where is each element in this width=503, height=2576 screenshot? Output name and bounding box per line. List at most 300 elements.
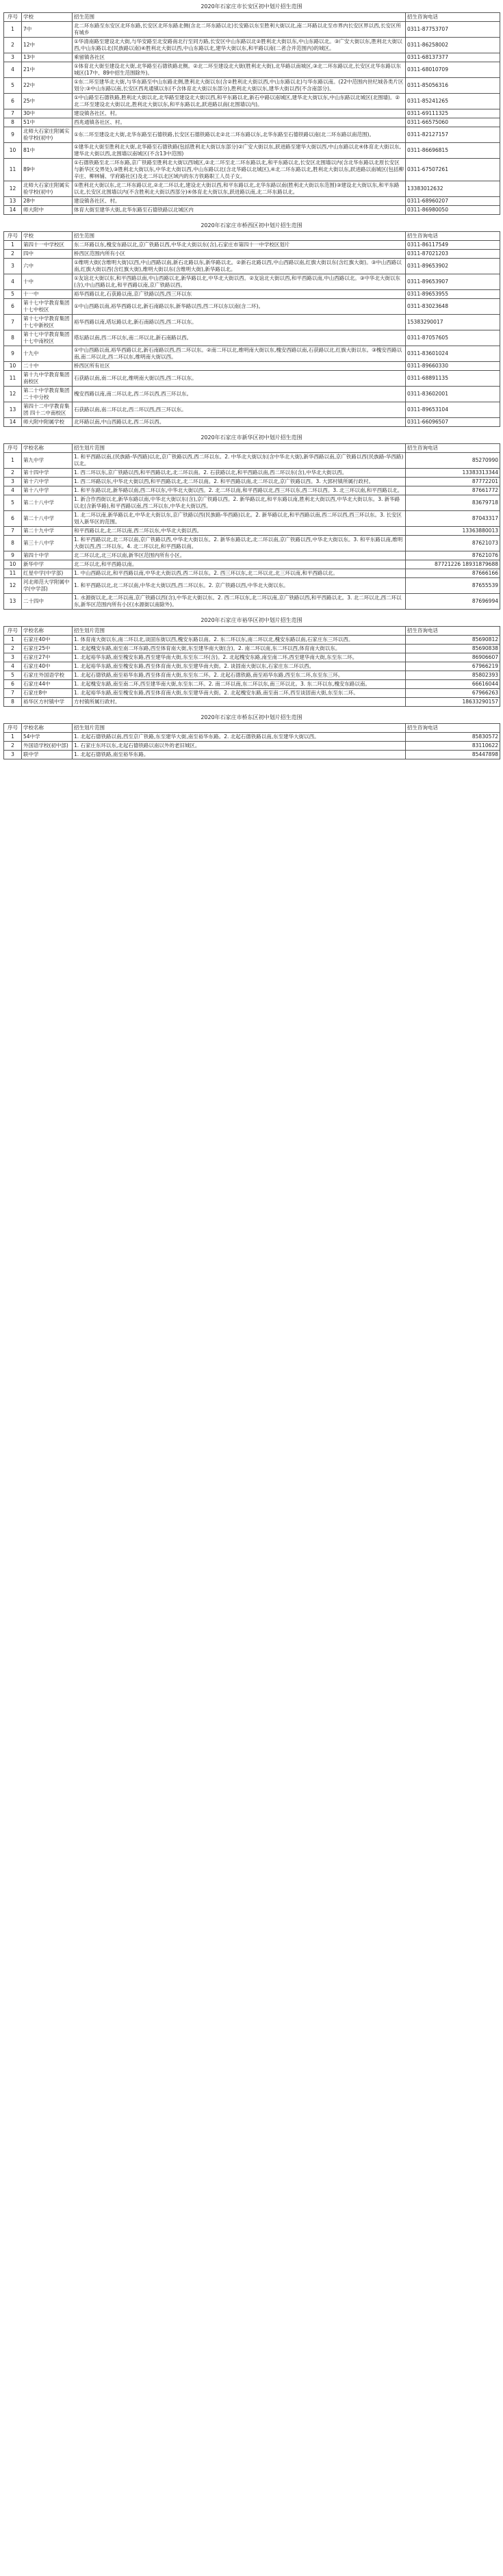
school-name: 北师大石家庄附属实验学校(初中) [22, 181, 73, 197]
table-header-row [4, 232, 500, 241]
school-name: 13中 [22, 53, 73, 62]
table-row [4, 206, 500, 215]
row-number: 11 [4, 569, 22, 578]
table-row [4, 569, 500, 578]
consult-phone: 85270990 [406, 453, 500, 469]
consult-phone: 0311-86117549 [406, 241, 500, 250]
enrollment-scope: 北环路以南,中山西路以北,西二环以西。 [73, 418, 406, 427]
table-header-row [4, 444, 500, 453]
school-name: 28中 [22, 197, 73, 206]
consult-phone: 0311-67507261 [406, 159, 500, 181]
school-name: 第二十中学教育集团 二十中分校 [22, 387, 73, 402]
enrollment-scope: ①东二环至建设北大街,北华东路至石德铁路,长安区石德铁路以北②北二环东路以东,北华东路至石德铁路以南(北二环东路以南范围)。 [73, 127, 406, 143]
table-row [4, 527, 500, 536]
enrollment-scope: 1. 北起槐安东路,南至南二环东路,西至体育南大街,东至建华南大街(含)。2. 南二环以南,东二环以西,体育南大街以东。 [73, 645, 406, 653]
consult-phone: 87666166 [406, 569, 500, 578]
consult-phone: 83110622 [406, 742, 500, 751]
enrollment-table [3, 12, 500, 215]
column-header: 序号 [4, 13, 22, 22]
table-row [4, 453, 500, 469]
school-name: 第十七中学教育集团 十七中南校区 [22, 330, 73, 346]
table-header-row [4, 627, 500, 636]
school-name: 25中 [22, 94, 73, 109]
school-name: 第四十一中学校区 [22, 241, 73, 250]
consult-phone: 67966263 [406, 689, 500, 698]
school-name: 四中 [22, 250, 73, 259]
row-number: 10 [4, 362, 22, 371]
consult-phone: 18633290157 [406, 698, 500, 707]
table-row [4, 62, 500, 78]
school-name: 石家庄40中 [22, 636, 73, 645]
school-name: 石家庄25中 [22, 645, 73, 653]
enrollment-scope: 裕华西路以北,石获路以南,京广铁路以西,西三环以东 [73, 290, 406, 299]
school-name: 新华中学 [22, 560, 73, 569]
enrollment-scope: 北二环以北,和平西路以南。 [73, 560, 406, 569]
enrollment-scope: 体育大街至建华大街,北华东路至石德铁路以北城区内 [73, 206, 406, 215]
school-name: 十九中 [22, 346, 73, 362]
school-name: 22中 [22, 78, 73, 94]
enrollment-scope: ①华清南路至建设北大街,与华安路至北安路南北行至同方路,长安区中山东路以北②胜利北大街以东,中山东路以北。③广安大街以东,胜利北大街以西,中山东路以北(民族路以南)④胜利北大街以西,中山东路以北,建华大街以东,和平路以南(二者合并范围内)的城区。 [73, 38, 406, 53]
table-row [4, 511, 500, 527]
column-header: 招生咨询电话 [406, 724, 500, 733]
enrollment-scope: 北二环东路至东安区北环东路,长安区北环东路北侧(含北二环东路以北)长安路以东至胜利大街以北,南二环路以北至市界内长安区界以西,长安区所有城乡 [73, 22, 406, 38]
enrollment-table [3, 626, 500, 707]
enrollment-scope: ①中山西路以南,裕华西路以北,新石南路以东,新华路以西,西二环以东以南(含二环)。 [73, 299, 406, 315]
row-number: 11 [4, 371, 22, 387]
enrollment-scope: 建设镇各社区、村。 [73, 197, 406, 206]
consult-phone: 87621076 [406, 551, 500, 560]
school-name: 51中 [22, 118, 73, 127]
row-number: 1 [4, 453, 22, 469]
column-header: 学校名称 [22, 627, 73, 636]
consult-phone: 15383290017 [406, 315, 500, 330]
table-row [4, 181, 500, 197]
row-number: 4 [4, 274, 22, 290]
enrollment-scope: ①胜利北大街以东,北二环东路以北,②北二环以北,建设北大街以西,和平东路以北,北华东路以南(胜利北大街以东范围)③建设北大街以东,和平东路以北,长安区北围墙以内(不含胜利北大街以西部分)④体育北大街以东,跃进路以南,北二环东路以北。 [73, 181, 406, 197]
enrollment-scope: ①中山路至石德铁路,胜利北大街以北,北华路至建设北大街以西,和平东路以北,新石中路以南城区,建华北大街以东,中山东路以北城区(北围墙)。②北二环至建设北大街以北,胜利北大街以东,和平东路以北,跃进路以南(北围墙以内)。 [73, 94, 406, 109]
school-name: 81中 [22, 143, 73, 159]
school-name: 石家庄8中 [22, 689, 73, 698]
table-row [4, 698, 500, 707]
row-number: 7 [4, 109, 22, 118]
column-header: 招生范围 [73, 13, 406, 22]
school-name: 89中 [22, 159, 73, 181]
consult-phone: 0311-68960207 [406, 197, 500, 206]
school-name: 30中 [22, 109, 73, 118]
row-number: 12 [4, 181, 22, 197]
enrollment-scope: 1. 西二环路以东,中华北大街以西,和平西路以北,北二环以南。2. 和平西路以南,北二环以北,京广铁路以西。3. 大郭村镇所属行政村。 [73, 478, 406, 486]
consult-phone: 87661772 [406, 486, 500, 495]
enrollment-scope: 1. 北起石德铁路以南,西至京广铁路,东至建华大街,南至裕华东路。2. 北起石德铁路以南,东至建华大街以西。 [73, 733, 406, 742]
row-number: 3 [4, 478, 22, 486]
consult-phone: 0311-85056316 [406, 78, 500, 94]
school-name: 第十七中学教育集团 十七中校区 [22, 299, 73, 315]
row-number: 13 [4, 197, 22, 206]
school-name: 北师大石家庄附属实验学校(初中) [22, 127, 73, 143]
school-name: 十一中 [22, 290, 73, 299]
school-name: 第二十八中学 [22, 511, 73, 527]
consult-phone: 0311-89653104 [406, 402, 500, 418]
table-row [4, 560, 500, 569]
consult-phone: 13363880013 [406, 527, 500, 536]
table-row [4, 53, 500, 62]
consult-phone: 0311-87753707 [406, 22, 500, 38]
row-number: 4 [4, 486, 22, 495]
section-gap [0, 759, 503, 764]
row-number: 12 [4, 578, 22, 594]
consult-phone: 0311-86696815 [406, 143, 500, 159]
school-name: 第四十二中学教育集团 四十二中南校区 [22, 402, 73, 418]
column-header: 招生划片范围 [73, 627, 406, 636]
district-section [3, 711, 500, 759]
column-header: 序号 [4, 724, 22, 733]
enrollment-scope: 塔坛路以南,西二环以东,南二环以北,新石南路以西。 [73, 330, 406, 346]
enrollment-scope: 1. 和平东路以北,新华路以南,西二环以东,中华北大街以西。2. 北二环以南,和平西路以北,西三环以东,西二环以西。3. 北三环以南,和平西路以北。 [73, 486, 406, 495]
table-row [4, 250, 500, 259]
enrollment-scope: 1. 北起裕华东路,南至槐安东路,西至体育南大街,东至建华南大街。2. 谈固南大街以东,石家庄东二环以西。 [73, 662, 406, 671]
table-row [4, 259, 500, 274]
enrollment-scope: 东二环路以东,槐安东路以北,京广铁路以西,中华北大街以东(含),石家庄市第四十一中学校区划片 [73, 241, 406, 250]
enrollment-scope: 西兆通镇各社区、村。 [73, 118, 406, 127]
row-number: 11 [4, 159, 22, 181]
table-row [4, 241, 500, 250]
enrollment-scope: 石获路以南,南二环以北,西二环以西,西三环以东。 [73, 402, 406, 418]
consult-phone: 0311-66096507 [406, 418, 500, 427]
enrollment-scope: 1. 和平西路以北,北二环以南,京广铁路以西,中华北大街以东。2. 新华东路以北,北二环以南,京广铁路以西,中华北大街以东。3. 和平东路以南,维明大街以西,西二环以东。4. 北二环以北,和平西路以南。 [73, 536, 406, 551]
consult-phone: 0311-87057605 [406, 330, 500, 346]
table-row [4, 402, 500, 418]
consult-phone: 85802393 [406, 671, 500, 680]
row-number: 8 [4, 118, 22, 127]
column-header: 学校名称 [22, 444, 73, 453]
consult-phone: 0311-85241265 [406, 94, 500, 109]
consult-phone: 0311-83023648 [406, 299, 500, 315]
school-name: 第二十九中学 [22, 527, 73, 536]
consult-phone: 0311-68137377 [406, 53, 500, 62]
table-header-row [4, 13, 500, 22]
table-row [4, 751, 500, 759]
table-row [4, 159, 500, 181]
enrollment-scope: 1. 新合作西街以北,新华东路以南,中华北大街以东(含),京广铁路以西。2. 新华路以北,和平东路以南,胜利北大街以西,中华北大街以东。3. 新华路以北(含新华路),和平西路以南,西二环以东,中华北大街以西。 [73, 495, 406, 511]
school-name: 石家庄40中 [22, 662, 73, 671]
row-number: 13 [4, 594, 22, 610]
consult-phone: 0311-89653955 [406, 290, 500, 299]
enrollment-scope: 石获路以南,南二环以北,维明南大街以西,西二环以东。 [73, 371, 406, 387]
table-row [4, 330, 500, 346]
table-row [4, 733, 500, 742]
enrollment-scope: 1. 和平西路以南,(民族路-华西路)以北,京广铁路以西,西二环以东。2. 中华北大街以东(含中华北大街),新华西路以南,京广铁路以西(民族路-华西路)以北。 [73, 453, 406, 469]
column-header: 招生咨询电话 [406, 444, 500, 453]
row-number: 6 [4, 511, 22, 527]
school-name: 第十六中学 [22, 478, 73, 486]
section-title: 2020年石家庄市桥东区初中划片招生范围 [201, 714, 302, 720]
consult-phone: 0311-87021203 [406, 250, 500, 259]
consult-phone: 0311-66575060 [406, 118, 500, 127]
enrollment-table [3, 443, 500, 610]
consult-phone: 87655539 [406, 578, 500, 594]
enrollment-scope: 1. 体育南大街以东,南二环以北,谈固东街以西,槐安东路以南。2. 东二环以东,南二环以北,槐安东路以南,石家庄东三环以西。 [73, 636, 406, 645]
table-row [4, 197, 500, 206]
row-number: 2 [4, 250, 22, 259]
table-row [4, 578, 500, 594]
school-name: 第十七中学教育集团 十七中新校区 [22, 315, 73, 330]
row-number: 8 [4, 698, 22, 707]
school-name: 第四十中学 [22, 551, 73, 560]
consult-phone: 67966219 [406, 662, 500, 671]
table-row [4, 594, 500, 610]
row-number: 6 [4, 94, 22, 109]
school-name: 第二十八中学 [22, 495, 73, 511]
table-row [4, 495, 500, 511]
district-section [3, 614, 500, 707]
school-name: 12中 [22, 38, 73, 53]
table-row [4, 689, 500, 698]
column-header: 学校名称 [22, 724, 73, 733]
school-name: 外国语学校(初中部) [22, 742, 73, 751]
table-row [4, 299, 500, 315]
table-row [4, 662, 500, 671]
enrollment-scope: 1. 石家庄东环以东,北起石德铁路以南以外的老旧城区。 [73, 742, 406, 751]
row-number: 9 [4, 127, 22, 143]
column-header: 招生咨询电话 [406, 232, 500, 241]
school-name: 六中 [22, 259, 73, 274]
row-number: 6 [4, 299, 22, 315]
consult-phone: 87621073 [406, 536, 500, 551]
enrollment-scope: 和平西路以北,北二环以南,西二环以东,中华北大街以西。 [73, 527, 406, 536]
enrollment-scope: 1. 北起石德铁路,南至裕华东路。 [73, 751, 406, 759]
consult-phone: 85447898 [406, 751, 500, 759]
enrollment-scope: ①体育北大街至建设北大街,北华路至石德铁路北侧。②北二环至建设北大街(胜利北大街),北华路以南城区,③北二环东路以北,长安区北华东路以东城区(17中、89中招生范围除外)。 [73, 62, 406, 78]
consult-phone: 0311-68891135 [406, 371, 500, 387]
table-row [4, 109, 500, 118]
consult-phone: 0311-83601024 [406, 346, 500, 362]
school-name: 师大附中附属学校 [22, 418, 73, 427]
row-number: 4 [4, 62, 22, 78]
school-name: 54中学 [22, 733, 73, 742]
school-name: 21中 [22, 62, 73, 78]
consult-phone: 13383313344 [406, 469, 500, 478]
school-name: 第十四中学 [22, 469, 73, 478]
row-number: 1 [4, 241, 22, 250]
consult-phone: 0311-86980050 [406, 206, 500, 215]
consult-phone: 0311-89653907 [406, 274, 500, 290]
enrollment-scope: ①东二环至建华北大街,与华东路至中山东路北侧,胜利北大街以东(含②胜利北大街以西,中山东路以北)与华东路以南。(22中范围内世纪城各类片区划分:③中山东路以南,长安区西兆通镇以东(不含体育北大街以东部分),胜利北大街以东,建华大街以西(不含南部分)。 [73, 78, 406, 94]
table-row [4, 418, 500, 427]
row-number: 2 [4, 645, 22, 653]
row-number: 3 [4, 53, 22, 62]
enrollment-scope: 桥西区所有社区 [73, 362, 406, 371]
enrollment-scope: 槐安西路以南,南二环以北,西二环以西,西三环以东。 [73, 387, 406, 402]
row-number: 4 [4, 662, 22, 671]
consult-phone: 66616044 [406, 680, 500, 689]
school-name: 第九中学 [22, 453, 73, 469]
school-name: 第三十八中学 [22, 536, 73, 551]
column-header: 序号 [4, 627, 22, 636]
consult-phone: 0311-89660330 [406, 362, 500, 371]
enrollment-scope: 裕华西路以南,塔坛路以北,新石南路以西,西二环以东。 [73, 315, 406, 330]
table-row [4, 78, 500, 94]
table-row [4, 38, 500, 53]
row-number: 7 [4, 689, 22, 698]
enrollment-scope: ①建华北大街至胜利北大街,北华路至石德铁路(包括胜利北大街以东部分)②广安大街以东,跃进路至建华大街以西,中山东路以北④体育北大街以东,建华北大街以西,北围墙以南城区(不含13中范围) [73, 143, 406, 159]
enrollment-scope: 方村镇所属行政村。 [73, 698, 406, 707]
row-number: 5 [4, 671, 22, 680]
row-number: 3 [4, 259, 22, 274]
table-header-row [4, 724, 500, 733]
section-title: 2020年石家庄市新华区初中划片招生范围 [201, 434, 302, 441]
table-row [4, 636, 500, 645]
table-row [4, 551, 500, 560]
table-row [4, 143, 500, 159]
district-section [3, 0, 500, 215]
school-name: 红星中学(中学部) [22, 569, 73, 578]
section-title: 2020年石家庄市长安区初中划片招生范围 [201, 3, 302, 10]
enrollment-scope: ①石德铁路至北二环东路,京广铁路至胜利北大街以西城区,②北二环至北二环东路以北,和平东路以北,长安区北围墙以内(含北华东路以北原长安区与新华区交界处),③胜利北大街以东,中华北大街以西,中山东路以北(含北华路以北城区),④北二环东路以北,胜利北大街以东,跃进路以南城区(包括柳辛庄、柳林铺、学府路社区)及北二环以北区域内的东方铁路职工人员子女。 [73, 159, 406, 181]
row-number: 1 [4, 636, 22, 645]
consult-phone: 85690838 [406, 645, 500, 653]
school-name: 7中 [22, 22, 73, 38]
enrollment-scope: 1. 北起裕华东路,南至槐安东路,西至建华南大街,东至东二环(含)。2. 北起槐安东路,南至南二环,西至建华南大街,东至东二环。 [73, 653, 406, 662]
table-row [4, 486, 500, 495]
enrollment-scope: 乘留镇各社区 [73, 53, 406, 62]
row-number: 5 [4, 495, 22, 511]
table-row [4, 290, 500, 299]
enrollment-scope: ①友谊北大街以东,和平西路以南,中山西路以北,新华路以北,中华北大街以西。②友谊北大街以西,和平西路以南,中山西路以北。③中华北大街以东(含),中山西路以北,和平西路以南,京广铁路以西。 [73, 274, 406, 290]
row-number: 2 [4, 38, 22, 53]
table-row [4, 22, 500, 38]
school-name: 二十四中 [22, 594, 73, 610]
consult-phone: 87772201 [406, 478, 500, 486]
row-number: 1 [4, 22, 22, 38]
school-name: 河北师范大学附属中学(中学部) [22, 578, 73, 594]
consult-phone: 13383012632 [406, 181, 500, 197]
enrollment-scope: 1. 西二环以东,京广铁路以西,和平西路以北,北二环以南。2. 石获路以北,和平西路以南,西二环以东(含),中华北大街以西。 [73, 469, 406, 478]
school-name: 第十八中学 [22, 486, 73, 495]
consult-phone: 87043317 [406, 511, 500, 527]
table-row [4, 118, 500, 127]
consult-phone: 83679718 [406, 495, 500, 511]
enrollment-scope: ①维明大街(含维明大街)以西,中山西路以南,新石北路以东,新华路以北。②新石北路以西,中山西路以南,红旗大街以东(含红旗大街)。③中山西路以南,红旗大街以西(含红旗大街),维明大街以东(含维明大街),新华路以北。 [73, 259, 406, 274]
row-number: 10 [4, 560, 22, 569]
row-number: 14 [4, 418, 22, 427]
column-header: 招生划片范围 [73, 724, 406, 733]
consult-phone: 86906607 [406, 653, 500, 662]
table-row [4, 469, 500, 478]
row-number: 3 [4, 653, 22, 662]
column-header: 招生咨询电话 [406, 627, 500, 636]
enrollment-scope: 北二环以北,北三环以南,新华区范围内所有小区。 [73, 551, 406, 560]
page [0, 0, 503, 764]
enrollment-scope: 1. 北起槐安东路,南至南二环,西至建华南大街,东至东二环。2. 南二环以南,东二环以东,南三环以北。3. 东二环以东,槐安东路以南。 [73, 680, 406, 689]
table-row [4, 671, 500, 680]
enrollment-table [3, 231, 500, 427]
section-title: 2020年石家庄市桥西区初中划片招生范围 [201, 222, 302, 229]
row-number: 9 [4, 346, 22, 362]
table-row [4, 653, 500, 662]
enrollment-scope: 1. 和平西路以北,北二环以南,中华北大街以西,西二环以东。2. 京广铁路以西,中华北大街以东。 [73, 578, 406, 594]
enrollment-scope: 1. 中山西路以北,和平西路以南,中华北大街以西,西二环以东。2. 西三环以东,北二环以北,北三环以南,和平西路以北。 [73, 569, 406, 578]
consult-phone: 87696994 [406, 594, 500, 610]
table-row [4, 478, 500, 486]
column-header: 学校 [22, 13, 73, 22]
table-row [4, 387, 500, 402]
table-row [4, 742, 500, 751]
consult-phone: 85830572 [406, 733, 500, 742]
school-name: 师大附中 [22, 206, 73, 215]
table-row [4, 371, 500, 387]
row-number: 10 [4, 143, 22, 159]
consult-phone: 0311-82127157 [406, 127, 500, 143]
enrollment-scope: 1. 北起石德铁路,南至裕华东路,西至体育南大街,东至东二环。2. 北起石德铁路,南至裕华东路,西至东二环,东至东三环。 [73, 671, 406, 680]
district-section [3, 219, 500, 427]
row-number: 1 [4, 733, 22, 742]
row-number: 5 [4, 290, 22, 299]
table-row [4, 346, 500, 362]
row-number: 7 [4, 527, 22, 536]
enrollment-scope: 1. 北二环以南,新华路以北,中华北大街以东,京广铁路以西(民族路-华西路)以北。2. 新华路以北,和平西路以南,西二环以西,西三环以东。3. 长安区划入新华区的范围。 [73, 511, 406, 527]
consult-phone: 87721226 18931879688 [406, 560, 500, 569]
column-header: 序号 [4, 232, 22, 241]
row-number: 9 [4, 551, 22, 560]
table-row [4, 645, 500, 653]
school-name: 二十中 [22, 362, 73, 371]
enrollment-scope: 1. 水源街以北,北二环以南,京广铁路以西(含),中华北大街以东。2. 西二环以东,北二环以南,京广铁路以西,和平西路以北。3. 北二环以北,西二环以东,新华区范围内所有小区(水源街以南除外)。 [73, 594, 406, 610]
school-name: 裕华区方村镇中学 [22, 698, 73, 707]
column-header: 招生范围 [73, 232, 406, 241]
row-number: 13 [4, 402, 22, 418]
consult-phone: 85690812 [406, 636, 500, 645]
column-header: 招生咨询电话 [406, 13, 500, 22]
table-row [4, 680, 500, 689]
consult-phone: 0311-69111325 [406, 109, 500, 118]
column-header: 序号 [4, 444, 22, 453]
consult-phone: 0311-68010709 [406, 62, 500, 78]
row-number: 6 [4, 680, 22, 689]
table-row [4, 94, 500, 109]
school-name: 石家庄44中 [22, 680, 73, 689]
column-header: 学校 [22, 232, 73, 241]
table-row [4, 127, 500, 143]
row-number: 2 [4, 469, 22, 478]
enrollment-scope: 桥西区范围内所有小区 [73, 250, 406, 259]
row-number: 5 [4, 78, 22, 94]
table-row [4, 536, 500, 551]
enrollment-scope: 1. 北起裕华东路,南至槐安东路,西至体育南大街,东至建华南大街。2. 北起槐安东路,南至南二环,西至谈固南大街,东至东二环。 [73, 689, 406, 698]
section-title: 2020年石家庄市裕华区初中划片招生范围 [201, 617, 302, 623]
column-header: 招生划片范围 [73, 444, 406, 453]
table-row [4, 362, 500, 371]
enrollment-scope: ①中山西路以南,裕华西路以北,新石南路以西,西二环以东。②南二环以北,维明南大街以东,槐安西路以南,石获路以北,红旗大街以东。③槐安西路以南,南二环以北,西二环以东,维明南大街以西。 [73, 346, 406, 362]
row-number: 2 [4, 742, 22, 751]
enrollment-scope: 建设镇各社区、村。 [73, 109, 406, 118]
row-number: 8 [4, 536, 22, 551]
consult-phone: 0311-83602001 [406, 387, 500, 402]
table-row [4, 274, 500, 290]
school-name: 石家庄外国语学校 [22, 671, 73, 680]
school-name: 十中 [22, 274, 73, 290]
school-name: 联中学 [22, 751, 73, 759]
table-row [4, 315, 500, 330]
row-number: 8 [4, 330, 22, 346]
row-number: 3 [4, 751, 22, 759]
row-number: 12 [4, 387, 22, 402]
consult-phone: 0311-86258002 [406, 38, 500, 53]
consult-phone: 0311-89653902 [406, 259, 500, 274]
row-number: 7 [4, 315, 22, 330]
school-name: 石家庄27中 [22, 653, 73, 662]
row-number: 14 [4, 206, 22, 215]
school-name: 第十九中学教育集团南校区 [22, 371, 73, 387]
